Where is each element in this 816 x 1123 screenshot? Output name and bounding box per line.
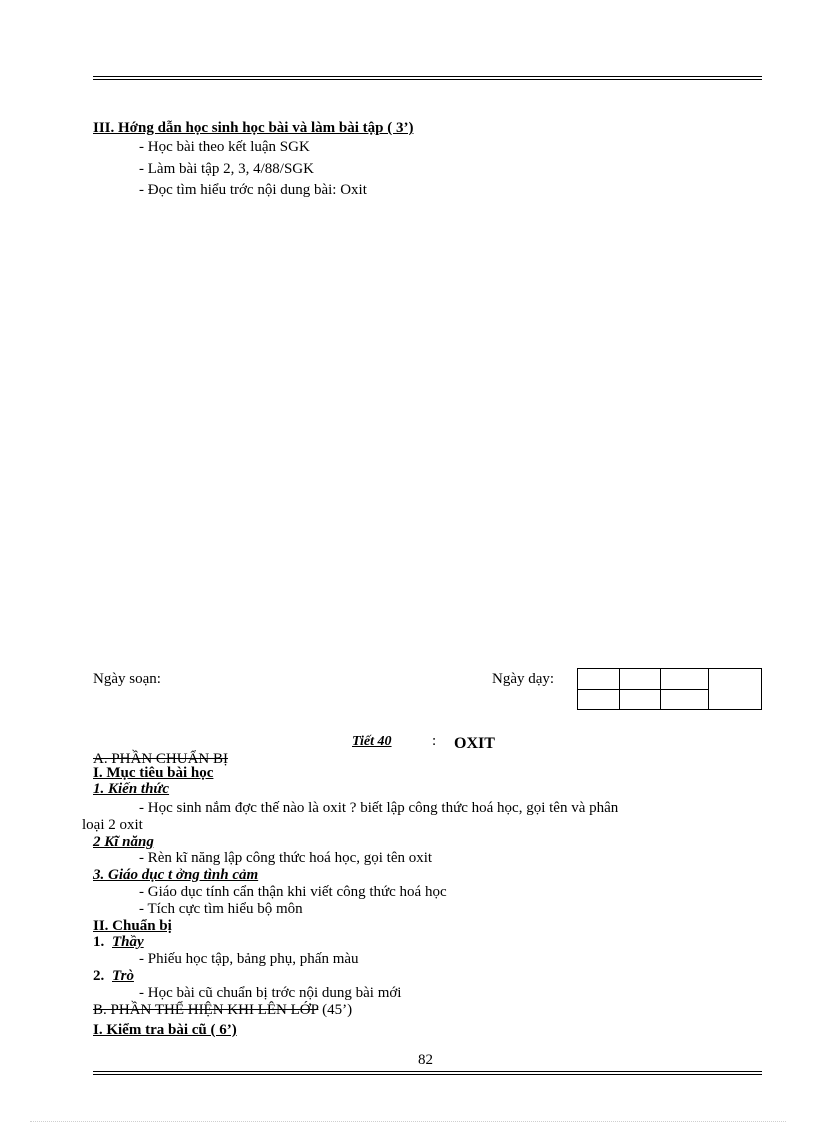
prep-heading: II. Chuẩn bị — [93, 918, 172, 934]
teach-date-table — [577, 668, 762, 710]
header-rule-bottom — [93, 79, 762, 80]
student-item: - Học bài cũ chuẩn bị trớc nội dung bài mới — [139, 985, 402, 1001]
lesson-number: Tiết 40 — [352, 734, 392, 749]
knowledge-line-1: - Học sinh nắm đợc thế nào là oxit ? biết lập công thức hoá học, gọi tên và phân — [139, 800, 619, 816]
date-cell — [620, 669, 661, 690]
old-lesson-check-heading: I. Kiểm tra bài cũ ( 6’) — [93, 1022, 237, 1038]
lesson-colon: : — [432, 733, 437, 749]
lesson-title: OXIT — [454, 735, 495, 752]
page-number: 82 — [418, 1052, 433, 1068]
partA-heading: A. PHẦN CHUẨN BỊ — [93, 751, 229, 767]
skills-item: - Rèn kĩ năng lập công thức hoá học, gọi tên oxit — [139, 850, 433, 866]
student-number: 2. — [93, 968, 105, 984]
goals-heading: I. Mục tiêu bài học — [93, 765, 214, 781]
date-cell — [620, 690, 661, 709]
student-label: Trò — [112, 968, 134, 984]
partB-line — [93, 1002, 352, 1019]
skills-heading: 2 Kĩ năng — [93, 834, 154, 850]
teacher-number: 1. — [93, 934, 105, 950]
education-item-2: - Tích cực tìm hiểu bộ môn — [139, 901, 303, 917]
teach-date-label: Ngày dạy: — [492, 671, 555, 687]
section3-heading: III. Hớng dẫn học sinh học bài và làm bài tập ( 3’) — [93, 120, 414, 136]
teacher-label: Thầy — [112, 934, 144, 950]
section3-item-2: - Làm bài tập 2, 3, 4/88/SGK — [139, 161, 314, 177]
page-edge-dotted-line — [30, 1121, 786, 1122]
section3-item-1: - Học bài theo kết luận SGK — [139, 139, 310, 155]
knowledge-heading: 1. Kiến thức — [93, 781, 170, 797]
partB-duration: (45’) — [322, 1002, 353, 1018]
date-cell — [661, 690, 709, 709]
section3-item-3: - Đọc tìm hiểu trớc nội dung bài: Oxit — [139, 182, 367, 198]
header-rule-top — [93, 76, 762, 77]
education-item-1: - Giáo dục tính cẩn thận khi viết công thức hoá học — [139, 884, 447, 900]
teacher-item: - Phiếu học tập, bảng phụ, phấn màu — [139, 951, 359, 967]
partB-heading: B. PHẦN THỂ HIỆN KHI LÊN LỚP — [93, 1002, 319, 1018]
education-heading: 3. Giáo dục t ởng tình cảm — [93, 867, 259, 883]
footer-rule-bottom — [93, 1074, 762, 1075]
footer-rule-top — [93, 1071, 762, 1072]
date-cell — [578, 669, 620, 690]
knowledge-line-2: loại 2 oxit — [82, 817, 143, 833]
date-cell — [661, 669, 709, 690]
prep-date-label: Ngày soạn: — [93, 671, 161, 687]
date-cell — [578, 690, 620, 709]
